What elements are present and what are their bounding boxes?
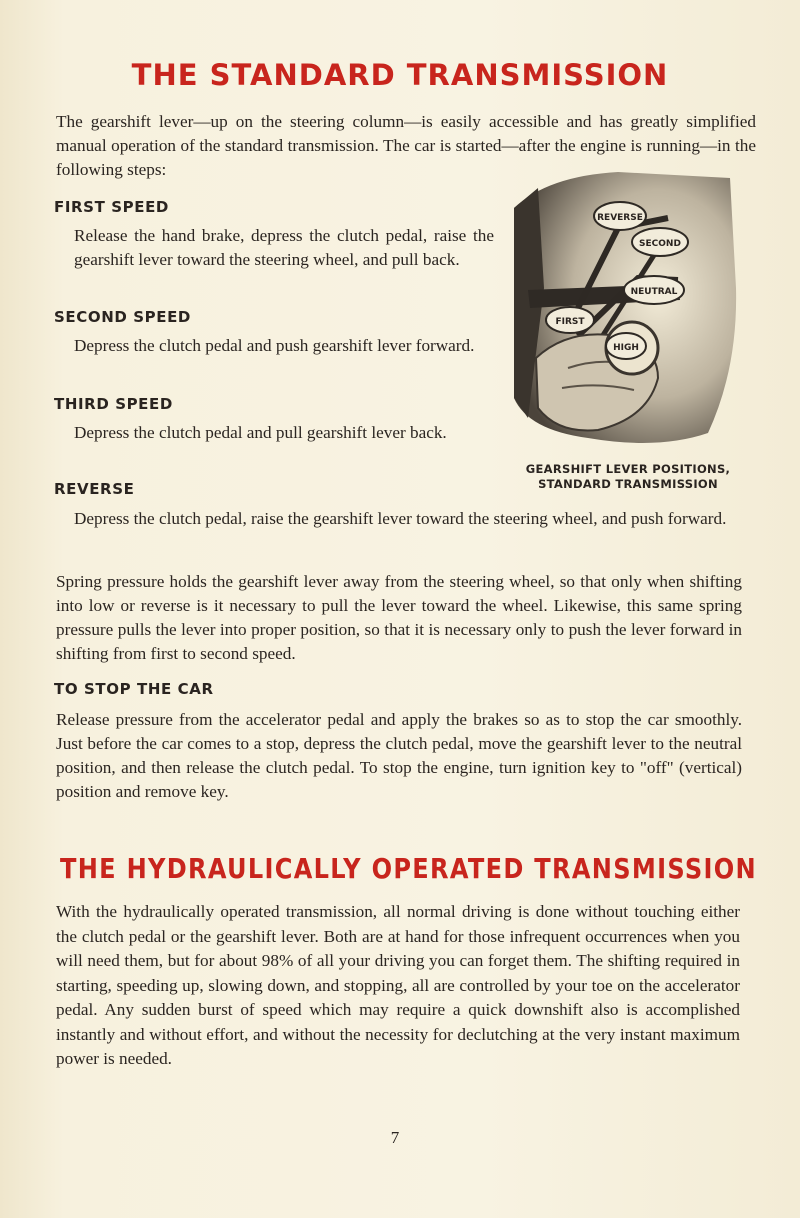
svg-text:SECOND: SECOND (639, 239, 681, 249)
svg-text:REVERSE: REVERSE (597, 213, 643, 223)
spring-pressure-paragraph: Spring pressure holds the gearshift lever away from the steering wheel, so that only when shifting into low or reverse is it necessary to pull the lever toward the wheel. Likewise, this same spring pressure pulls the lever into proper position, so that it is necessary only to push the lever forward in shifting from first to second speed. (56, 572, 742, 663)
svg-text:NEUTRAL: NEUTRAL (630, 287, 678, 297)
hydraulic-transmission-title: THE HYDRAULICALLY OPERATED TRANSMISSION (60, 852, 757, 885)
svg-text:FIRST: FIRST (555, 317, 585, 327)
standard-transmission-title: THE STANDARD TRANSMISSION (131, 58, 669, 92)
label-high (606, 333, 646, 359)
first-speed-heading: FIRST SPEED (54, 198, 169, 216)
gearshift-illustration (508, 168, 740, 450)
figure-caption (500, 462, 756, 492)
second-speed-heading: SECOND SPEED (54, 308, 191, 326)
caption-line-1: GEARSHIFT LEVER POSITIONS, (525, 462, 731, 476)
label-first (546, 307, 594, 333)
caption-line-2: STANDARD TRANSMISSION (538, 477, 718, 491)
intro-paragraph: The gearshift lever—up on the steering column—is easily accessible and has greatly simplified manual operation of the standard transmission. The car is started—after the engine is running—in the following steps: (56, 112, 756, 179)
svg-text:HIGH: HIGH (613, 343, 639, 353)
label-reverse (594, 202, 646, 230)
third-speed-text: Depress the clutch pedal and pull gearshift lever back. (74, 423, 447, 442)
gearshift-diagram (508, 168, 740, 450)
label-second (632, 228, 688, 256)
first-speed-text: Release the hand brake, depress the clutch pedal, raise the gearshift lever toward the steering wheel, and pull back. (74, 226, 494, 269)
stop-car-heading: TO STOP THE CAR (54, 680, 214, 698)
label-neutral (624, 276, 684, 304)
second-speed-text: Depress the clutch pedal and push gearshift lever forward. (74, 336, 475, 355)
page-number: 7 (390, 1128, 400, 1147)
hydraulic-paragraph: With the hydraulically operated transmission, all normal driving is done without touching either the clutch pedal or the gearshift lever. Both are at hand for those infrequent occurrences when you will need them, but for about 98% of all your driving you can forget them. The shifting required in starting, speeding up, slowing down, and stopping, all are controlled by your toe on the accelerator pedal. Any sudden burst of speed which may require a quick downshift also is accomplished instantly and without effort, and without the necessity for declutching at the very instant maximum power is needed. (56, 902, 740, 1068)
stop-car-text: Release pressure from the accelerator pedal and apply the brakes so as to stop the car smoothly. Just before the car comes to a stop, depress the clutch pedal, move the gearshift lever to the neutral position, and then release the clutch pedal. To stop the engine, turn ignition key to "off" (vertical) position and remove key. (56, 710, 742, 801)
reverse-text: Depress the clutch pedal, raise the gearshift lever toward the steering wheel, and push forward. (74, 509, 727, 528)
reverse-heading: REVERSE (54, 480, 135, 498)
third-speed-heading: THIRD SPEED (54, 395, 173, 413)
